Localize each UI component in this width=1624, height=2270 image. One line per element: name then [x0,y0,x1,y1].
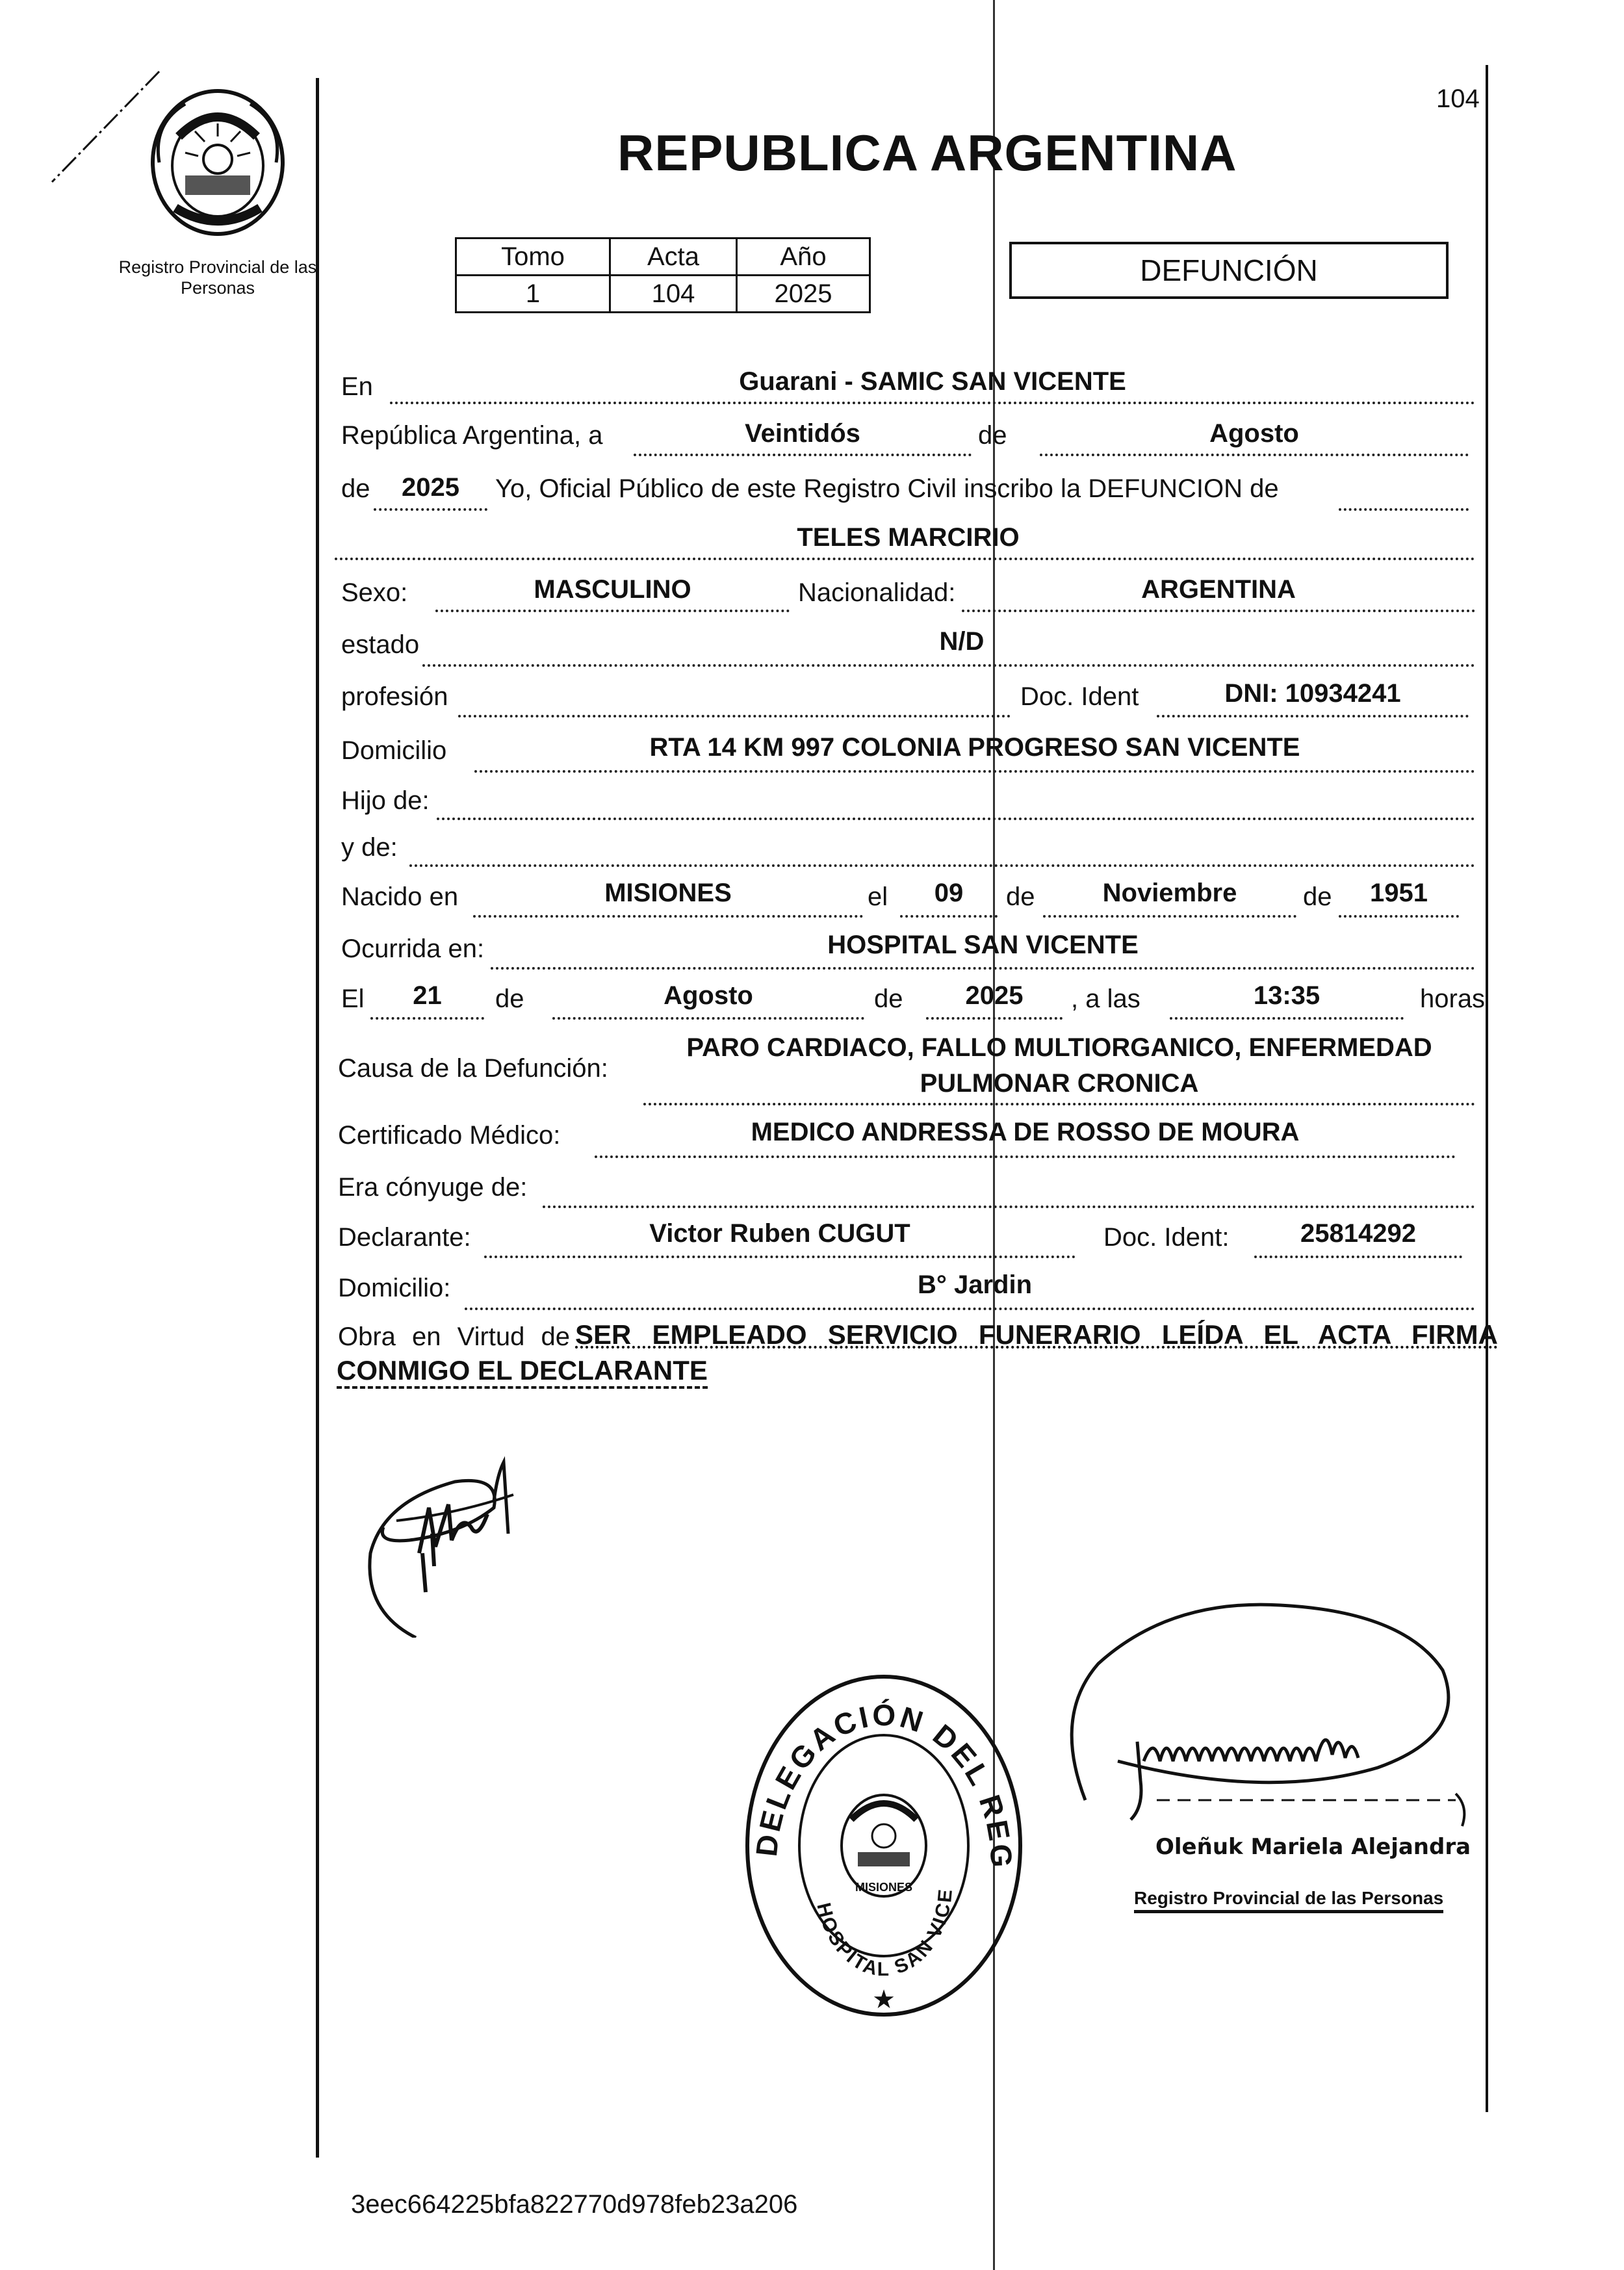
scan-mark [39,32,201,201]
stamp-outer-text: DELEGACIÓN DEL REG [749,1697,1019,1871]
doc-ident-value: DNI: 10934241 [1224,679,1401,708]
yde-label: y de: [341,833,398,862]
de-label: de [978,421,1007,450]
dia-value: Veintidós [745,419,860,448]
page-title: REPUBLICA ARGENTINA [617,124,1237,181]
decl-doc-label: Doc. Ident: [1103,1223,1230,1252]
nombre-line [335,558,1475,560]
sexo-label: Sexo: [341,578,408,607]
decl-domicilio-label: Domicilio: [338,1274,451,1302]
declarante-value: Victor Ruben CUGUT [649,1219,910,1248]
sexo-value: MASCULINO [534,575,691,604]
nac-mes-line [1043,915,1296,918]
table-cell: 1 [456,276,610,313]
causa-line1: PARO CARDIACO, FALLO MULTIORGANICO, ENFERMEDAD [686,1033,1432,1062]
nac-dia-value: 09 [934,879,964,907]
def-de2-label: de [874,985,903,1013]
profesion-label: profesión [341,682,448,711]
table-header: Tomo [456,239,610,276]
decl-doc-value: 25814292 [1300,1219,1416,1248]
stamp-center-text: MISIONES [855,1881,913,1894]
def-mes-value: Agosto [664,981,753,1010]
table-cell: 104 [610,276,737,313]
causa-line2: PULMONAR CRONICA [920,1069,1199,1098]
anio-line [374,508,487,511]
el2-label: El [341,985,365,1013]
en-label: En [341,372,373,401]
estado-value: N/D [939,627,985,656]
decl-doc-line [1254,1256,1462,1258]
table-header: Año [737,239,870,276]
def-hora-line [1170,1017,1404,1020]
nacido-value: MISIONES [604,879,732,907]
nac-dia-line [900,915,998,918]
doc-ident-line [1157,715,1469,717]
en-value: Guarani - SAMIC SAN VICENTE [739,367,1126,396]
acta-table [455,237,871,313]
nacionalidad-label: Nacionalidad: [798,578,956,607]
causa-label: Causa de la Defunción: [338,1054,608,1083]
domicilio-line [474,770,1475,773]
def-hora-value: 13:35 [1253,981,1321,1010]
nacionalidad-line [962,610,1475,612]
official-signature [1040,1586,1495,1872]
nac-anio-line [1339,915,1459,918]
left-margin-line [316,78,319,2158]
nacido-label: Nacido en [341,883,459,911]
table-cell: 2025 [737,276,870,313]
document-hash: 3eec664225bfa822770d978feb23a206 [351,2190,798,2219]
yde-line [409,864,1475,867]
oficial-line [1339,508,1469,511]
stamp-inner-text: HOSPITAL SAN VICE [812,1887,957,1981]
def-anio-value: 2025 [965,981,1024,1010]
def-dia-line [370,1017,484,1020]
table-header: Acta [610,239,737,276]
conyuge-line [543,1206,1475,1208]
declarante-line [484,1256,1076,1258]
en-line [390,402,1475,404]
ocurrida-line [491,967,1475,970]
declarante-label: Declarante: [338,1223,471,1252]
hijo-label: Hijo de: [341,786,430,815]
anio-value: 2025 [402,473,459,502]
de2-label: de [341,474,370,503]
nacionalidad-value: ARGENTINA [1141,575,1296,604]
obra-line1: SER EMPLEADO SERVICIO FUNERARIO LEÍDA EL ACTA FIRMA [575,1319,1498,1350]
certificado-label: Certificado Médico: [338,1121,561,1150]
nacido-line [473,915,863,918]
doc-ident-label: Doc. Ident [1020,682,1139,711]
estado-label: estado [341,630,420,659]
document-type-box: DEFUNCIÓN [1009,242,1449,299]
nac-mes-value: Noviembre [1102,879,1237,907]
dia-line [634,454,972,456]
decl-domicilio-line [465,1308,1475,1310]
nombre-value: TELES MARCIRIO [797,523,1020,552]
certificado-value: MEDICO ANDRESSA DE ROSSO DE MOURA [751,1118,1300,1146]
domicilio-label: Domicilio [341,736,447,765]
domicilio-value: RTA 14 KM 997 COLONIA PROGRESO SAN VICENTE [649,733,1300,762]
nac-de1-label: de [1006,883,1035,911]
nac-de2-label: de [1303,883,1332,911]
certificado-line [595,1155,1456,1158]
decl-domicilio-value: B° Jardin [917,1270,1033,1299]
conyuge-label: Era cónyuge de: [338,1173,528,1202]
hijo-line [437,818,1475,820]
sexo-line [435,610,790,612]
logo-caption: Registro Provincial de las Personas [118,257,317,298]
ocurrida-value: HOSPITAL SAN VICENTE [827,931,1139,959]
republica-label: República Argentina, a [341,421,603,450]
def-dia-value: 21 [413,981,442,1010]
obra-line2: CONMIGO EL DECLARANTE [337,1355,708,1389]
oficial-text: Yo, Oficial Público de este Registro Civil inscribo la DEFUNCION de [495,474,1279,503]
nac-anio-value: 1951 [1370,879,1428,907]
mes-line [1040,454,1469,456]
ocurrida-label: Ocurrida en: [341,935,485,963]
el-label: el [868,883,888,911]
def-de1-label: de [495,985,524,1013]
official-name: Oleñuk Mariela Alejandra [1155,1834,1471,1860]
profesion-line [458,715,1011,717]
star-icon: ★ [872,1985,896,2014]
alas-label: , a las [1071,985,1141,1013]
official-title: Registro Provincial de las Personas [1134,1888,1443,1913]
official-stamp [741,1670,1027,2021]
page-number: 104 [1436,84,1480,113]
svg-text:DELEGACIÓN DEL REGISTRO DE LAS [741,1670,1019,1870]
obra-label: Obra en Virtud de [338,1322,571,1351]
declarant-signature [357,1436,572,1638]
mes-value: Agosto [1209,419,1299,448]
estado-line [422,664,1475,667]
horas-label: horas [1420,985,1486,1013]
def-mes-line [552,1017,864,1020]
def-anio-line [926,1017,1063,1020]
causa-line [643,1103,1475,1105]
